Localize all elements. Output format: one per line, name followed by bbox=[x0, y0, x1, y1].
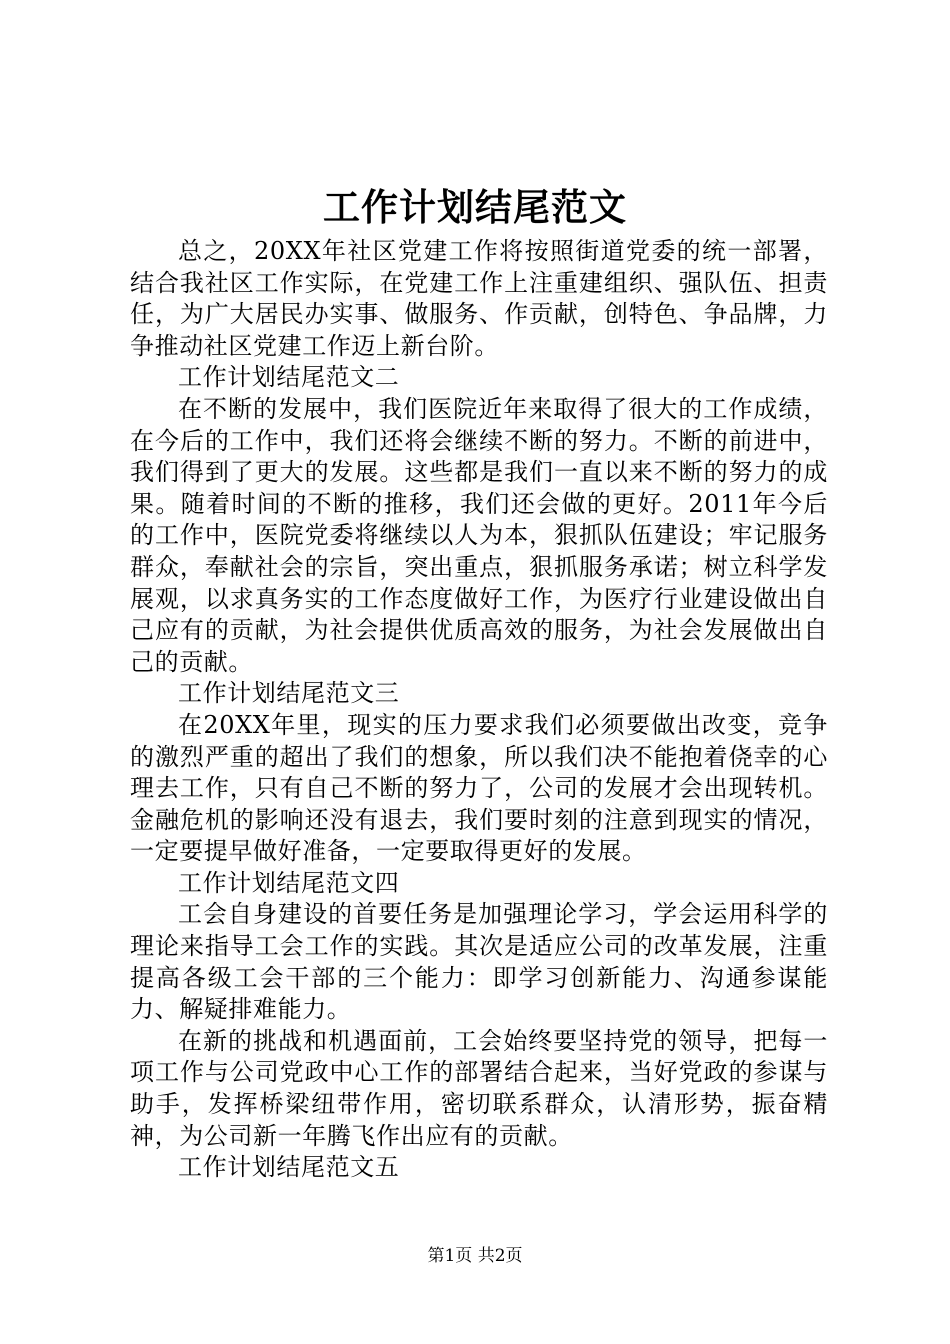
document-title: 工作计划结尾范文 bbox=[323, 185, 627, 229]
paragraph: 总之，20XX年社区党建工作将按照街道党委的统一部署，结合我社区工作实际，在党建工作上注重建组织、强队伍、担责任，为广大居民办实事、做服务、作贡献，创特色、争品牌，力争推动社区党建工作迈上新台阶。 bbox=[130, 237, 828, 360]
paragraph: 在20XX年里，现实的压力要求我们必须要做出改变，竞争的激烈严重的超出了我们的想象，所以我们决不能抱着侥幸的心理去工作，只有自己不断的努力了，公司的发展才会出现转机。金融危机的影响还没有退去，我们要时刻的注意到现实的情况，一定要提早做好准备，一定要取得更好的发展。 bbox=[130, 710, 828, 866]
page-footer: 第1页 共2页 bbox=[427, 1246, 523, 1266]
section-heading: 工作计划结尾范文四 bbox=[178, 868, 400, 897]
section-heading: 工作计划结尾范文二 bbox=[178, 363, 400, 392]
document-body bbox=[130, 236, 828, 1184]
section-heading: 工作计划结尾范文五 bbox=[178, 1153, 400, 1182]
paragraph: 在不断的发展中，我们医院近年来取得了很大的工作成绩，在今后的工作中，我们还将会继续不断的努力。不断的前进中，我们得到了更大的发展。这些都是我们一直以来不断的努力的成果。随着时间的不断的推移，我们还会做的更好。2011年今后的工作中，医院党委将继续以人为本，狠抓队伍建设；牢记服务群众，奉献社会的宗旨，突出重点，狠抓服务承诺；树立科学发展观，以求真务实的工作态度做好工作，为医疗行业建设做出自己应有的贡献，为社会提供优质高效的服务，为社会发展做出自己的贡献。 bbox=[130, 394, 828, 676]
paragraph: 在新的挑战和机遇面前，工会始终要坚持党的领导，把每一项工作与公司党政中心工作的部署结合起来，当好党政的参谋与助手，发挥桥梁纽带作用，密切联系群众，认清形势，振奋精神，为公司新一年腾飞作出应有的贡献。 bbox=[130, 1026, 828, 1150]
paragraph: 工会自身建设的首要任务是加强理论学习，学会运用科学的理论来指导工会工作的实践。其次是适应公司的改革发展，注重提高各级工会干部的三个能力：即学习创新能力、沟通参谋能力、解疑排难能力。 bbox=[130, 900, 828, 1024]
section-heading: 工作计划结尾范文三 bbox=[178, 679, 400, 708]
